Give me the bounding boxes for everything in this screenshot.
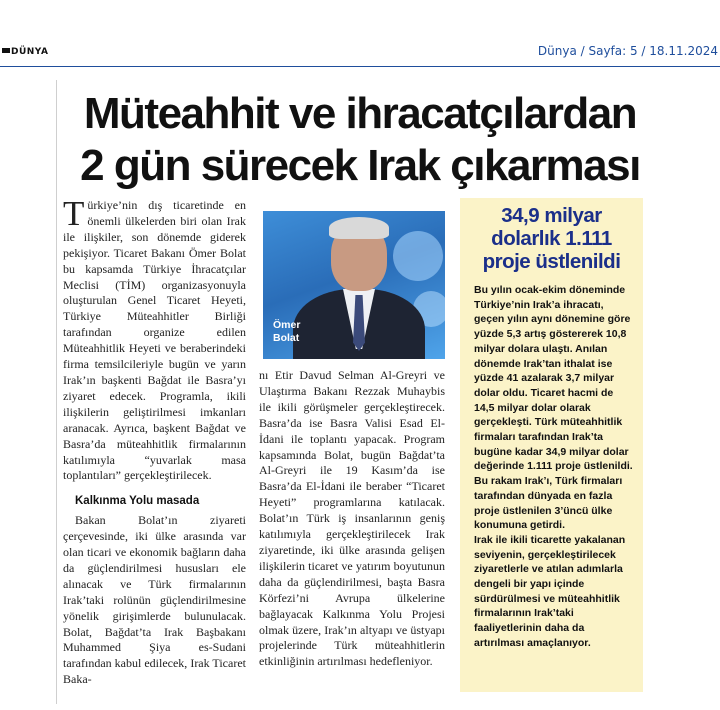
body-paragraph-1: Bakan Bolat’ın ziyareti çerçevesinde, iki ülke arasında var olan ticari ve ekonomik bağların daha da güçlendirilmesi hususları ele alınacak ve Türk firmalarının Irak’taki rolünün güçlendirilmesine yönelik girişimlerde bulunulacak. Bolat, Bağdat’ta Irak Başbakanı Muhammed Şiya es-Sudani tarafından kabul edilecek, Irak Ticaret Baka- <box>63 513 246 687</box>
sidebar-title-line-1: 34,9 milyar <box>501 204 602 227</box>
header-divider <box>0 66 720 67</box>
page-header <box>0 0 720 70</box>
lead-text: ürkiye’nin dış ticaretinde en önemli ülkelerden biri olan Irak ile ilişkiler, son dönemde giderek pekişiyor. Ticaret Bakanı Ömer Bolat bu kapsamda Türkiye İhracatçılar Meclisi (TİM) organizasyonuyla oluşturulan Genel Ticaret Heyeti, Türkiye Müteahhitler Birliği tarafından organize edilen Müteahhitlik Heyeti ve beraberindeki firma temsilcileriyle bugün ve yarın Irak’ın başkenti Bağdat ile Basra’yı ziyaret edecek. Programla, ikili ilişkilerin geliştirilmesi imkanları aranacak. Ayrıca, başkent Bağdat ve Basra’da müteahhitlik firmalarının katılımıyla “yuvarlak masa toplantıları” gerçekleştirilecek. <box>63 198 246 483</box>
article-column-2 <box>259 368 445 670</box>
sidebar-title-line-3: proje üstlenildi <box>482 250 621 273</box>
section-subhead: Kalkınma Yolu masada <box>75 495 200 508</box>
lead-paragraph <box>63 194 246 484</box>
article-headline <box>0 88 720 192</box>
sidebar-title-line-2: dolarlık 1.111 <box>491 227 612 250</box>
body-paragraph-2: nı Etir Davud Selman Al-Greyri ve Ulaştırma Bakanı Rezzak Muhaybis ile ikili görüşmeler gerçekleştirecek. Basra’da ise Basra Valisi Esad El-İdani ile toplantı yapacak. Program kapsamında Bolat, bugün Bağdat’ta Al-Greyri ile 19 Kasım’da ise Basra’da El-İdani ile beraber “Ticaret Heyeti” programlarına katılacak. Bolat’ın Türk iş insanlarının geniş katılımıyla gerçekleştirilecek Irak ziyaretinde, iki ülke arasında gelişen ilişkilerin ticaret ve yatırım boyutunun daha da güçlendirilmesi, başta Basra Körfezi’ni Avrupa ülkelerine bağlayacak Kalkınma Yolu Projesi olmak üzere, Irak’ın altyapı ve üstyapı projelerinde Türk müteahhitlerin etkinliğinin artırılması hedefleniyor. <box>259 368 445 669</box>
headline-line-2: 2 gün sürecek Irak çıkarması <box>80 141 640 190</box>
headline-line-1: Müteahhit ve ihracatçılardan <box>83 89 637 138</box>
sidebar-paragraph-2: Irak ile ikili ticarette yakalanan seviyenin, gerçekleştirilecek ziyaretlerle ve atılan adımlarla dengeli bir yapı içinde sürdürülmesi ve müteahhitlik firmalarının Irak’taki faaliyetlerinin daha da artırılması amaçlanıyor. <box>474 533 626 649</box>
source-page-date: Dünya / Sayfa: 5 / 18.11.2024 <box>537 44 718 58</box>
stats-sidebar <box>460 198 643 692</box>
sidebar-title <box>460 204 643 273</box>
photo-caption <box>273 319 300 345</box>
sidebar-body <box>474 283 633 651</box>
caption-line-2: Bolat <box>273 332 300 344</box>
drop-cap: T <box>63 194 85 233</box>
caption-line-1: Ömer <box>273 319 301 331</box>
logo-text: DÜNYA <box>11 47 49 57</box>
sidebar-paragraph-1: Bu yılın ocak-ekim döneminde Türkiye’nin Irak’a ihracatı, geçen yılın aynı dönemine göre yüzde 5,3 artış göstererek 10,8 milyar dolara ulaştı. Anılan dönemde Irak’tan ithalat ise yüzde 41 azalarak 3,7 milyar dolar oldu. Ticaret hacmi de 14,5 milyar dolar olarak gerçekleşti. Türk müteahhitlik firmaları tarafından Irak’ta bugüne kadar 34,9 milyar dolar değerinde 1.111 proje üstlenildi. Bu rakam Irak’ı, Türk firmaları tarafından dünyada en fazla proje üstlenilen 3’üncü ülke konumuna getirdi. <box>474 284 633 532</box>
newspaper-logo <box>2 47 48 57</box>
minister-photo <box>263 211 445 359</box>
photo-bokeh <box>393 231 443 281</box>
photo-hair <box>329 217 389 239</box>
article-column-1 <box>63 194 246 688</box>
logo-mark-icon <box>2 48 10 53</box>
